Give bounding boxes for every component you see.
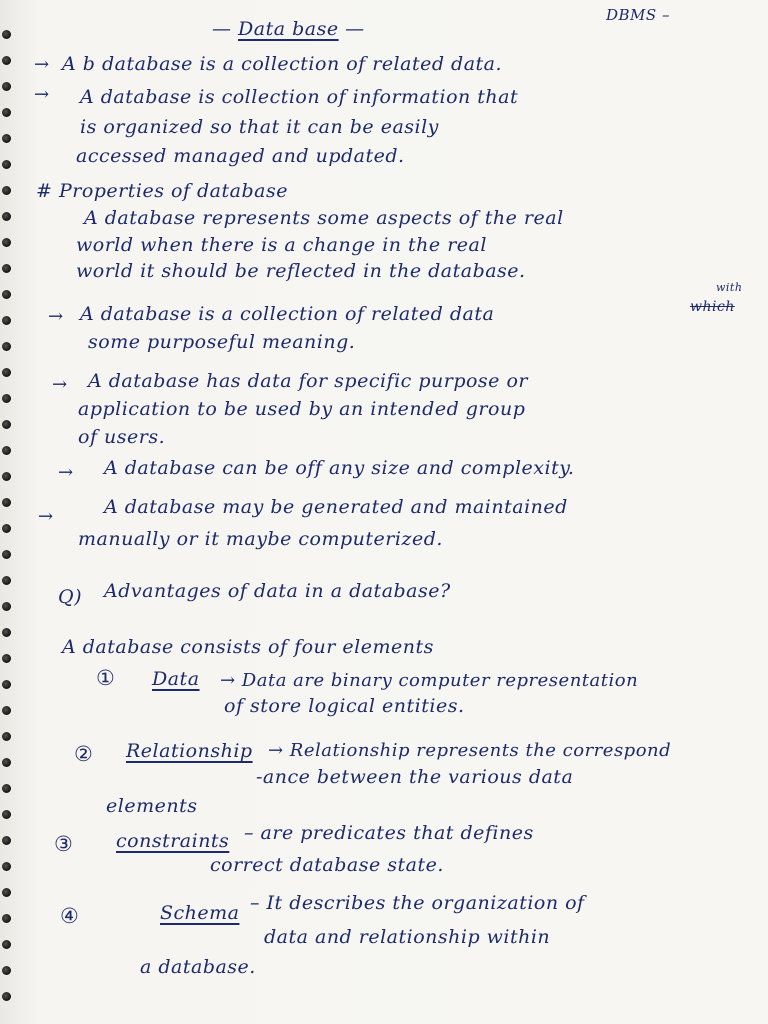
element-3-label: constraints — [116, 830, 230, 852]
binding-hole — [2, 758, 11, 767]
binding-hole — [2, 290, 11, 299]
page-title: — Data base — — [212, 18, 365, 40]
binding-hole — [2, 654, 11, 663]
arrow-icon: → — [52, 374, 68, 395]
element-1-number: ① — [96, 666, 116, 690]
binding-hole — [2, 810, 11, 819]
binding-hole — [2, 82, 11, 91]
bullet-1-line-2: some purposeful meaning. — [88, 331, 356, 353]
binding-hole — [2, 784, 11, 793]
binding-hole — [2, 56, 11, 65]
binding-hole — [2, 602, 11, 611]
arrow-icon: → — [34, 54, 50, 75]
arrow-icon: → — [34, 84, 50, 105]
spiral-binding — [0, 0, 22, 1024]
binding-hole — [2, 446, 11, 455]
element-2-line-1: → Relationship represents the correspond — [268, 740, 672, 761]
elements-intro: A database consists of four elements — [62, 636, 434, 658]
binding-hole — [2, 680, 11, 689]
binding-hole — [2, 706, 11, 715]
intro-line-4: accessed managed and updated. — [76, 145, 405, 167]
binding-hole — [2, 472, 11, 481]
intro-line-2: A database is collection of information that — [80, 86, 519, 108]
binding-hole — [2, 966, 11, 975]
bullet-2-line-1: A database has data for specific purpose or — [88, 370, 528, 392]
insertion-note: with — [716, 281, 743, 294]
struck-word: which — [690, 299, 735, 315]
binding-hole — [2, 108, 11, 117]
binding-hole — [2, 992, 11, 1001]
bullet-3: A database can be off any size and complexity. — [104, 457, 575, 479]
bullet-4-line-2: manually or it maybe computerized. — [78, 528, 443, 550]
binding-hole — [2, 160, 11, 169]
element-1-line-1: → Data are binary computer representation — [220, 670, 639, 691]
arrow-icon: → — [38, 506, 54, 527]
subject-tag: DBMS – — [606, 6, 670, 24]
binding-hole — [2, 498, 11, 507]
binding-hole — [2, 420, 11, 429]
properties-line-3: world it should be reflected in the database. — [76, 260, 526, 282]
bullet-2-line-2: application to be used by an intended group — [78, 398, 526, 420]
element-4-line-3: a database. — [140, 956, 256, 978]
question-text: Advantages of data in a database? — [104, 580, 451, 602]
binding-hole — [2, 134, 11, 143]
question-marker: Q) — [58, 586, 82, 608]
arrow-icon: → — [58, 462, 74, 483]
element-2-line-2: -ance between the various data — [256, 766, 574, 788]
element-4-line-2: data and relationship within — [264, 926, 551, 948]
binding-hole — [2, 342, 11, 351]
binding-hole — [2, 576, 11, 585]
binding-hole — [2, 836, 11, 845]
subject-text: DBMS — [606, 6, 657, 24]
element-3-number: ③ — [54, 832, 74, 856]
element-2-line-3: elements — [106, 795, 198, 817]
binding-hole — [2, 862, 11, 871]
element-4-line-1: – It describes the organization of — [250, 892, 585, 914]
properties-heading: # Properties of database — [36, 180, 288, 202]
element-1-line-2: of store logical entities. — [224, 695, 465, 717]
binding-hole — [2, 264, 11, 273]
element-3-line-2: correct database state. — [210, 854, 444, 876]
properties-line-2: world when there is a change in the real — [76, 234, 487, 256]
binding-hole — [2, 212, 11, 221]
arrow-icon: → — [48, 306, 64, 327]
element-3-line-1: – are predicates that defines — [244, 822, 534, 844]
binding-hole — [2, 628, 11, 637]
binding-hole — [2, 732, 11, 741]
bullet-2-line-3: of users. — [78, 426, 166, 448]
binding-hole — [2, 368, 11, 377]
binding-hole — [2, 914, 11, 923]
binding-hole — [2, 30, 11, 39]
element-4-number: ④ — [60, 904, 80, 928]
binding-hole — [2, 238, 11, 247]
properties-line-1: A database represents some aspects of the real — [84, 207, 564, 229]
title-text: Data base — [238, 18, 339, 40]
binding-hole — [2, 888, 11, 897]
binding-hole — [2, 940, 11, 949]
intro-line-1: A b database is a collection of related data. — [62, 53, 503, 75]
binding-hole — [2, 316, 11, 325]
bullet-4-line-1: A database may be generated and maintained — [104, 496, 568, 518]
binding-hole — [2, 186, 11, 195]
binding-hole — [2, 394, 11, 403]
bullet-1-line-1: A database is a collection of related data — [80, 303, 495, 325]
element-2-label: Relationship — [126, 740, 253, 762]
element-1-label: Data — [152, 668, 200, 690]
binding-hole — [2, 524, 11, 533]
binding-hole — [2, 550, 11, 559]
element-4-label: Schema — [160, 902, 240, 924]
element-2-number: ② — [74, 742, 94, 766]
intro-line-3: is organized so that it can be easily — [80, 116, 439, 138]
